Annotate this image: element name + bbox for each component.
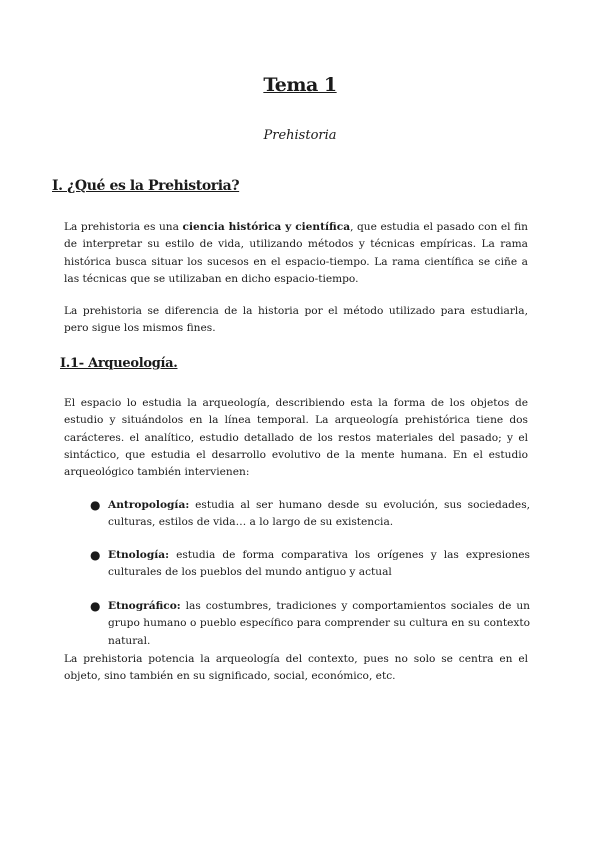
bullet-icon: ●: [90, 599, 101, 613]
list-item: [90, 598, 530, 650]
paragraph-definition: [64, 219, 528, 288]
bold-term: ciencia histórica y científica: [182, 221, 351, 233]
list-item-description: las costumbres, tradiciones y comportamientos sociales de un grupo humano o pueblo específico para comprender su cultura en su contexto natural.: [108, 600, 530, 647]
list-item-text: [108, 497, 530, 532]
list-item: [90, 547, 530, 582]
paragraph-difference: La prehistoria se diferencia de la historia por el método utilizado para estudiarla, pero sigue los mismos fines.: [64, 305, 528, 335]
page-title: Tema 1: [263, 74, 337, 96]
section-heading-arqueologia: I.1- Arqueología.: [60, 356, 178, 371]
list-item-description: estudia al ser humano desde su evolución, sus sociedades, culturas, estilos de vida… a lo largo de su existencia.: [108, 499, 530, 529]
bullet-icon: ●: [90, 498, 101, 512]
paragraph-text: , que estudia el pasado con el fin de interpretar su estilo de vida, utilizando métodos y técnicas empíricas. La rama histórica busca situar los sucesos en el espacio-tiempo. La rama científica se ciñe a las técnicas que se utilizaban en dicho espacio-tiempo.: [64, 221, 528, 285]
list-item-term: Etnología:: [108, 549, 170, 561]
list-item-term: Etnográfico:: [108, 600, 181, 612]
paragraph-text: La prehistoria es una: [64, 221, 183, 233]
list-item-description: estudia de forma comparativa los orígenes y las expresiones culturales de los pueblos del mundo antiguo y actual: [108, 549, 530, 579]
list-item-term: Antropología:: [108, 499, 190, 511]
paragraph-contexto: La prehistoria potencia la arqueología del contexto, pues no solo se centra en el objeto, sino también en su significado, social, económico, etc.: [64, 653, 528, 683]
section-heading-prehistoria: I. ¿Qué es la Prehistoria?: [52, 178, 240, 194]
paragraph-arqueologia: El espacio lo estudia la arqueología, describiendo esta la forma de los objetos de estudio y situándolos en la línea temporal. La arqueología prehistórica tiene dos carácteres. el analítico, estudio detallado de los restos materiales del pasado; y el sintáctico, que estudia el desarrollo evolutivo de la mente humana. En el estudio arqueológico también intervienen:: [64, 397, 528, 479]
list-item-text: [108, 547, 530, 582]
page-subtitle: Prehistoria: [263, 128, 337, 143]
list-item: [90, 497, 530, 532]
bullet-icon: ●: [90, 548, 101, 562]
list-item-text: [108, 598, 530, 650]
